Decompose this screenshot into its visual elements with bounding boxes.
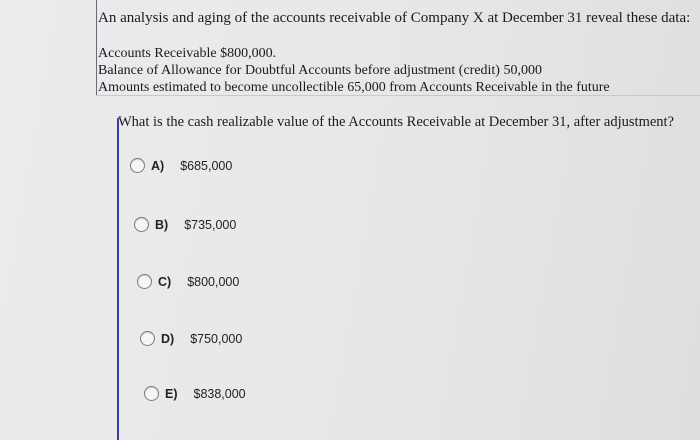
- option-e-radio[interactable]: [144, 386, 159, 401]
- option-e-letter: E): [165, 386, 178, 401]
- left-border: [96, 0, 97, 95]
- question-intro: An analysis and aging of the accounts receivable of Company X at December 31 reveal these data:: [98, 10, 691, 26]
- answer-area-border: [117, 118, 119, 440]
- option-d-letter: D): [161, 331, 175, 346]
- option-c[interactable]: [137, 274, 239, 289]
- data-line-receivable: Accounts Receivable $800,000.: [98, 46, 277, 61]
- option-a-value: $685,000: [180, 158, 233, 173]
- question-data: [98, 45, 610, 96]
- option-a-letter: A): [151, 158, 165, 173]
- option-d-value: $750,000: [190, 331, 243, 346]
- option-b-letter: B): [155, 217, 169, 232]
- option-e-value: $838,000: [193, 386, 246, 401]
- option-c-letter: C): [158, 274, 172, 289]
- option-e[interactable]: [144, 386, 246, 401]
- option-b-value: $735,000: [184, 217, 237, 232]
- option-b[interactable]: [134, 217, 236, 232]
- option-a[interactable]: [130, 158, 232, 173]
- data-line-uncollectible: Amounts estimated to become uncollectible 65,000 from Accounts Receivable in the future: [98, 80, 610, 95]
- option-b-radio[interactable]: [134, 217, 149, 232]
- option-a-radio[interactable]: [130, 158, 145, 173]
- option-c-radio[interactable]: [137, 274, 152, 289]
- data-line-allowance: Balance of Allowance for Doubtful Accounts before adjustment (credit) 50,000: [98, 63, 542, 78]
- question-prompt: What is the cash realizable value of the Accounts Receivable at December 31, after adjustment?: [118, 114, 674, 130]
- option-c-value: $800,000: [187, 274, 240, 289]
- option-d-radio[interactable]: [140, 331, 155, 346]
- option-d[interactable]: [140, 331, 242, 346]
